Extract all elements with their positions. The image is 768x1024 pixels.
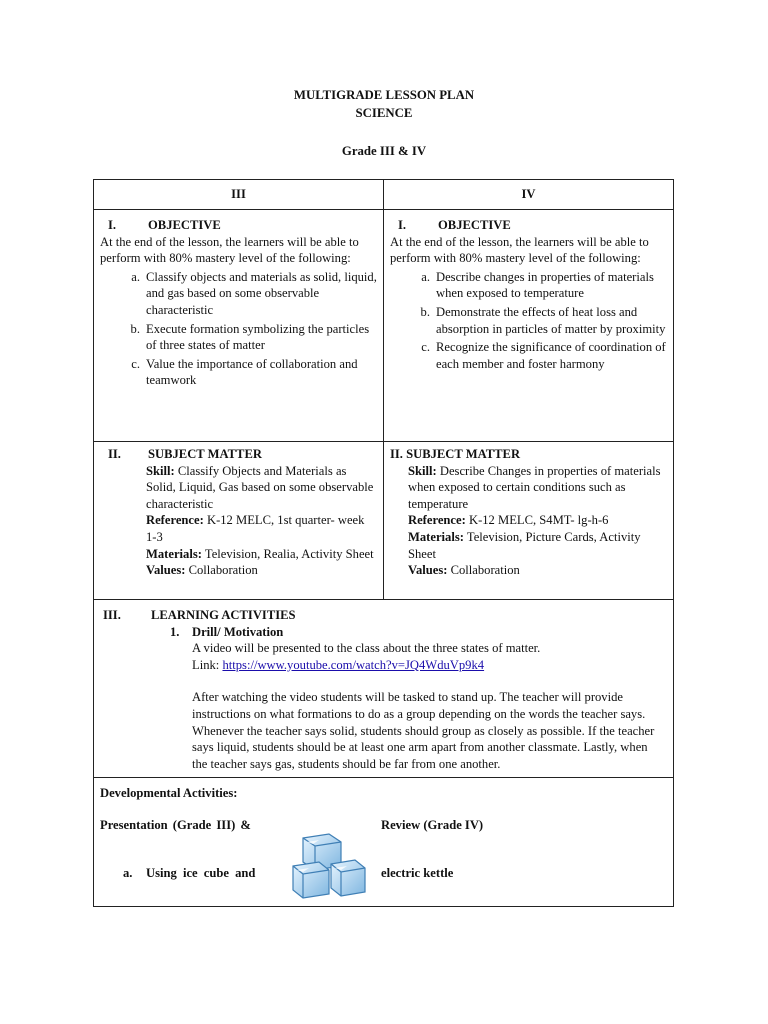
presentation-label: Presentation (Grade III) & [100, 818, 251, 832]
objective-intro: At the end of the lesson, the learners will be able to perform with 80% mastery level of the following: [390, 234, 649, 266]
materials-line: Materials: Television, Picture Cards, Activity Sheet [408, 529, 641, 561]
objective-heading: I. OBJECTIVE [108, 218, 221, 232]
list-item: c. Recognize the significance of coordination of each member and foster harmony [421, 340, 666, 371]
video-line: A video will be presented to the class about the three states of matter. [192, 641, 541, 656]
activity-paragraph: After watching the video students will be tasked to stand up. The teacher will provide instructions on what formations to do as a group depending on the words the teacher says. Whenever the teacher says solid, students should group as closely as possible. If the teacher says liquid, students should be at least one arm apart from another classmate. Lastly, when the teacher says gas, students should be far from one another. [192, 690, 655, 771]
list-item: a. Describe changes in properties of materials when exposed to temperature [421, 269, 654, 301]
learning-activities-heading: III. LEARNING ACTIVITIES [103, 608, 296, 622]
grade4-subject-matter-cell [384, 442, 674, 600]
column-header-grade4: IV [384, 180, 674, 210]
column-header-grade3: III [94, 180, 384, 210]
subject-title: SCIENCE [355, 106, 413, 120]
subject-matter-heading: II. SUBJECT MATTER [390, 447, 521, 461]
developmental-activities-cell [94, 778, 674, 907]
item-letter: a. [123, 866, 133, 880]
list-item: c. Value the importance of collaboration and teamwork [131, 356, 358, 388]
item-text: Using ice cube and [146, 866, 256, 880]
link-line: Link: https://www.youtube.com/watch?v=JQ4WduVp9k4 [192, 657, 485, 672]
list-item: b. Demonstrate the effects of heat loss and absorption in particles of matter by proximity [420, 304, 666, 336]
objective-list [390, 269, 667, 373]
youtube-link[interactable]: https://www.youtube.com/watch?v=JQ4WduVp9k4 [222, 657, 485, 672]
document-title: MULTIGRADE LESSON PLAN [293, 88, 475, 102]
skill-line: Skill: Describe Changes in properties of materials when exposed to certain conditions such as temperature [408, 463, 661, 511]
objective-intro: At the end of the lesson, the learners will be able to perform with 80% mastery level of the following: [100, 234, 359, 266]
learning-activities-cell [94, 600, 674, 778]
values-line: Values: Collaboration [146, 563, 258, 578]
skill-line: Skill: Classify Objects and Materials as Solid, Liquid, Gas based on some observable characteristic [146, 463, 374, 511]
list-item: a. Classify objects and materials as solid, liquid, and gas based on some observable characteristic [131, 269, 377, 317]
grade-title: Grade III & IV [341, 144, 427, 158]
reference-line: Reference: K-12 MELC, 1st quarter- week 1-3 [146, 513, 365, 544]
item-right-text: electric kettle [381, 866, 454, 880]
review-label: Review (Grade IV) [381, 818, 484, 832]
grade4-objective-cell [384, 210, 674, 442]
subject-matter-heading: II. SUBJECT MATTER [108, 447, 262, 461]
objective-heading: I. OBJECTIVE [398, 218, 511, 232]
drill-motivation-heading: 1. Drill/ Motivation [170, 624, 284, 639]
objective-list [100, 269, 377, 389]
lesson-plan-table [93, 179, 674, 907]
reference-line: Reference: K-12 MELC, S4MT- lg-h-6 [408, 513, 609, 528]
list-item: b. Execute formation symbolizing the particles of three states of matter [130, 321, 370, 353]
grade3-objective-cell [94, 210, 384, 442]
materials-line: Materials: Television, Realia, Activity Sheet [146, 546, 374, 561]
developmental-heading: Developmental Activities: [100, 786, 238, 800]
values-line: Values: Collaboration [408, 563, 520, 578]
ice-cubes-icon [289, 830, 369, 902]
grade3-subject-matter-cell [94, 442, 384, 600]
